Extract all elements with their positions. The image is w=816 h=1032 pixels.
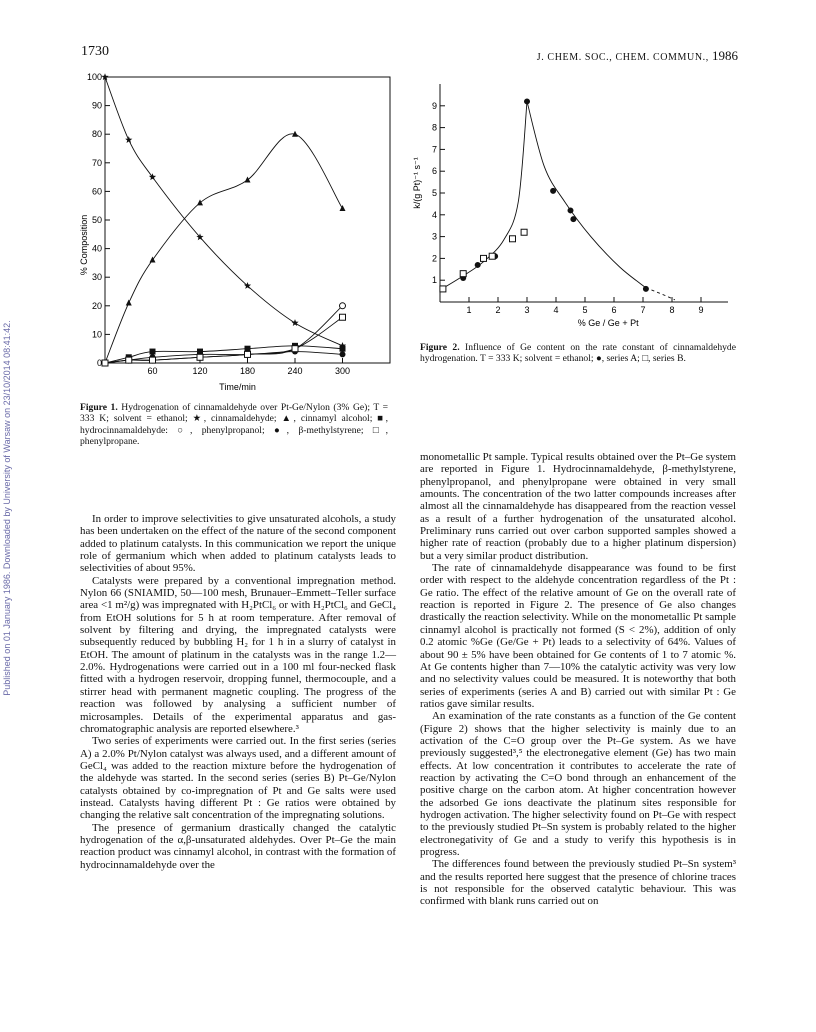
y-tick-label: 80 — [91, 129, 102, 140]
y-tick-label: 8 — [431, 122, 437, 133]
data-point — [197, 354, 203, 360]
data-point — [292, 346, 298, 352]
y-tick-label: 50 — [91, 215, 102, 225]
x-tick-label: 6 — [611, 305, 617, 315]
paragraph: In order to improve selectivities to give unsaturated alcohols, a study has been undertaken on the effect of the nature of the second component added to platinum catalysts. In this communication we report the unique role of germanium which when added to platinum catalysts leads to selectivities of about 95%. — [80, 513, 396, 575]
y-tick-label: 70 — [91, 157, 102, 168]
y-axis-label: k/(g Pt)⁻¹ s⁻¹ — [412, 157, 422, 209]
data-point — [125, 136, 132, 143]
fit-curve-extrapolation — [646, 288, 675, 300]
y-axis-label: % Composition — [79, 214, 89, 276]
data-point — [521, 229, 527, 235]
figure-1-caption — [80, 402, 388, 448]
data-point — [340, 314, 346, 320]
fit-curve-falling — [527, 101, 646, 287]
journal-name: J. CHEM. SOC., CHEM. COMMUN., — [536, 52, 709, 63]
figure-1-caption-text: Hydrogenation of cinnamaldehyde over Pt-Ge/Nylon (3% Ge); T = 333 K; solvent = ethanol; ★, cinnamaldehyde; ▲, cinnamyl alcohol; ■, hydrocinnamaldehyde: ○, phenylpropanol; ●, β-methylstyrene; □, phenylpropane. — [80, 402, 388, 448]
y-tick-label: 0 — [96, 358, 102, 368]
data-point — [643, 286, 649, 292]
x-tick-label: 3 — [524, 305, 530, 315]
data-point — [568, 207, 574, 213]
y-tick-label: 1 — [431, 275, 437, 286]
right-column — [420, 451, 736, 908]
data-point — [150, 349, 156, 355]
series-series-a — [460, 98, 649, 291]
data-point — [340, 303, 346, 309]
data-point — [524, 98, 530, 104]
y-tick-label: 30 — [91, 272, 102, 283]
journal-header — [537, 48, 738, 64]
y-tick-label: 3 — [431, 231, 437, 242]
y-tick-label: 60 — [91, 186, 102, 197]
x-tick-label: 5 — [582, 305, 588, 315]
data-point — [481, 255, 487, 261]
y-tick-label: 90 — [91, 100, 102, 111]
series-cinnamaldehyde — [101, 73, 346, 349]
series-line — [105, 77, 343, 346]
series-line — [105, 134, 343, 363]
data-point — [245, 176, 251, 182]
paragraph: monometallic Pt sample. Typical results obtained over the Pt–Ge system are reported in Figure 1. Hydrocinnamaldehyde, β-methylstyrene, phenylpropanol, and phenylpropane were obtained in very small amounts. The concentration of the two latter compounds increases after almost all the cinnamaldehyde has disappeared from the reaction vessel as a result of a further hydrogenation of the unsaturated alcohol. Preliminary runs carried out over carbon supported samples showed a higher rate of reaction (probably due to a higher platinum dispersion) but a very similar product distribution. — [420, 451, 736, 562]
plot-frame — [105, 77, 390, 363]
y-tick-label: 10 — [91, 329, 102, 340]
x-tick-label: 2 — [495, 305, 501, 315]
x-tick-label: 300 — [334, 366, 351, 376]
download-notice: Published on 01 January 1986. Downloaded by University of Warsaw on 23/10/2014 08:41:42. — [2, 320, 12, 696]
figure-2-caption-text: Influence of Ge content on the rate constant of cinnamaldehyde hydrogenation. T = 333 K; solvent = ethanol; ●, series A; □, series B. — [420, 342, 736, 365]
x-tick-label: 240 — [287, 366, 303, 376]
data-point — [150, 357, 156, 363]
data-point — [340, 205, 346, 211]
x-axis-label: Time/min — [219, 382, 256, 392]
data-point — [475, 262, 481, 268]
y-tick-label: 4 — [431, 209, 437, 220]
data-point — [245, 351, 251, 357]
journal-year: 1986 — [712, 48, 738, 63]
data-point — [550, 188, 556, 194]
paragraph: The presence of germanium drastically changed the catalytic hydrogenation of the α,β-unsaturated aldehydes. Over Pt–Ge the main reaction product was cinnamyl alcohol, in contrast with the formation of hydrocinnamaldehyde over the — [80, 821, 396, 871]
data-point — [126, 299, 132, 305]
series-phenylpropanol — [102, 303, 346, 366]
x-tick-label: 60 — [147, 366, 158, 376]
data-point — [440, 286, 446, 292]
x-axis-label: % Ge / Ge + Pt — [577, 318, 639, 328]
figure-2-chart — [408, 78, 728, 334]
data-point — [102, 360, 108, 366]
x-tick-label: 8 — [669, 305, 675, 315]
figure-2-caption-label: Figure 2. — [420, 342, 460, 353]
figure-1-caption-label: Figure 1. — [80, 402, 118, 413]
data-point — [245, 346, 251, 352]
data-point — [510, 236, 516, 242]
y-tick-label: 100 — [86, 72, 102, 82]
y-tick-label: 6 — [431, 166, 437, 177]
y-tick-label: 7 — [431, 144, 437, 155]
figure-2-caption — [420, 342, 736, 365]
figure-1-chart — [78, 70, 398, 396]
y-tick-label: 9 — [431, 100, 437, 111]
x-tick-label: 4 — [553, 305, 559, 315]
paragraph: Two series of experiments were carried out. In the first series (series A) a 2.0% Pt/Nylon catalyst was always used, and a different amount of GeCl₄ was added to the reaction mixture before the hydrogenation of the aldehyde was started. In the second series (series B) Pt–Ge/Nylon catalysts obtained by co-impregnation of Pt and Ge salts were used instead. Catalysts having different Pt : Ge ratios were obtained by changing the relative salt concentration of the impregnating solutions. — [80, 735, 396, 822]
y-tick-label: 5 — [431, 188, 437, 198]
series-phenylpropane — [102, 314, 346, 366]
paragraph: Catalysts were prepared by a conventional impregnation method. Nylon 66 (SNIAMID, 50—100 mesh, Brunauer–Emmett–Teller surface area <1 m²/g) was impregnated with H₂PtCl₆ or with H₂PtCl₆ and GeCl₄ from EtOH solutions for 5 h at room temperature. After removal of solvent by filtering and drying, the impregnated catalysts were subsequently reduced by bubbling H₂ for 1 h in a slurry of catalyst in EtOH. The amount of platinum in the catalysts was in the range 1.2—2.0%. Hydrogenations were carried out in a 100 ml four-necked flask fitted with a hydrogen reservoir, dropping funnel, thermocouple, and a stirrer head with permanent magnetic coupling. The progress of the reaction was followed by analysing a sufficient number of microsamples. Details of the experimental apparatus and gas-chromatographic analysis are reported elsewhere.³ — [80, 574, 396, 735]
paragraph: An examination of the rate constants as a function of the Ge content (Figure 2) shows that the higher selectivity is mainly due to an activation of the C=O group over the Pt–Ge system. As we have previously suggested³,⁵ the electronegative element (Ge) has two main effects. At low concentration it contributes to accelerate the rate of reaction by activating the C=O bond through an enhancement of the positive charge on the carbon atom. At higher concentration however the adsorbed Ge ions deactivate the platinum sites responsible for hydrogen activation. The higher selectivity found on Pt–Ge with respect to the previously studied Pt–Sn system is probably related to the higher electronegativity of Ge and a study to verify this hypothesis is in progress. — [420, 710, 736, 858]
data-point — [340, 351, 346, 357]
x-tick-label: 9 — [698, 305, 704, 315]
y-tick-label: 40 — [91, 243, 102, 254]
data-point — [489, 253, 495, 259]
x-tick-label: 180 — [239, 366, 256, 376]
y-tick-label: 2 — [431, 253, 437, 264]
data-point — [460, 271, 466, 277]
x-tick-label: 7 — [640, 305, 646, 315]
x-tick-label: 1 — [466, 305, 472, 315]
data-point — [340, 346, 346, 352]
paragraph: The rate of cinnamaldehyde disappearance was found to be first order with respect to the aldehyde concentration regardless of the Pt : Ge ratio. The effect of the relative amount of Ge on the overall rate of reaction is reported in Figure 2. The presence of Ge also changes drastically the reaction selectivity. While on the monometallic Pt sample cinnamyl alcohol is practically not formed (S < 2%), addition of only 0.2 atomic %Ge (Ge/Ge + Pt) leads to a selectivity of 64%. Values of about 90 ± 5% have been obtained for Ge contents of 1 to 7 atomic %. At Ge contents higher than 7—10% the catalytic activity was very low and no selectivity values could be measured. It is noteworthy that both series of experiments (series A and B) carried out with similar Pt : Ge ratios gave similar results. — [420, 562, 736, 710]
paragraph: The differences found between the previously studied Pt–Sn system³ and the results reported here suggest that the presence of chlorine traces is not responsible for the observed catalytic behaviour. This was confirmed with blank runs carried out on — [420, 858, 736, 908]
data-point — [197, 199, 203, 205]
left-column — [80, 513, 396, 871]
page-number: 1730 — [81, 44, 109, 59]
data-point — [570, 216, 576, 222]
y-tick-label: 20 — [91, 300, 102, 311]
x-tick-label: 120 — [192, 366, 208, 376]
data-point — [126, 357, 132, 363]
